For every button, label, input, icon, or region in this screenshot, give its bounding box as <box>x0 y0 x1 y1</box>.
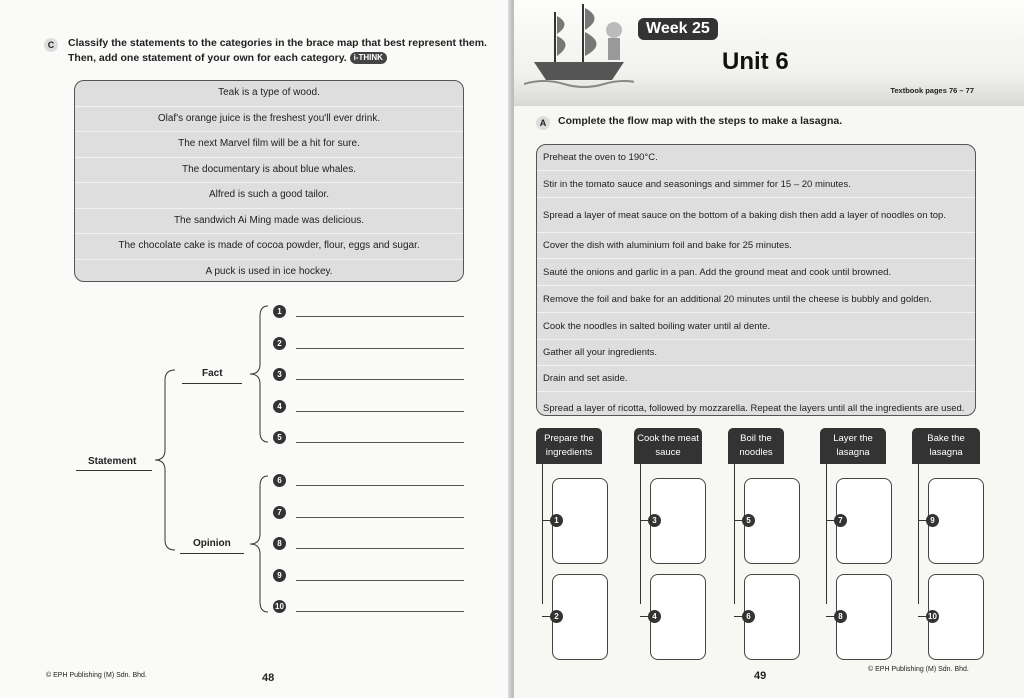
answer-number-badge: 3 <box>273 368 286 381</box>
section-letter-c: C <box>44 38 58 52</box>
answer-number-badge: 10 <box>273 600 286 613</box>
flow-step-header: Layer the lasagna <box>820 428 886 464</box>
answer-line[interactable] <box>296 348 464 349</box>
flow-hook <box>918 616 926 617</box>
answer-line[interactable] <box>296 611 464 612</box>
flow-number-badge: 6 <box>742 610 755 623</box>
page-number-right: 49 <box>754 670 767 682</box>
answer-line[interactable] <box>296 580 464 581</box>
instruction-a: Complete the flow map with the steps to make a lasagna. <box>558 115 843 127</box>
unit-title: Unit 6 <box>722 48 789 75</box>
answer-number-badge: 8 <box>273 537 286 550</box>
flow-number-badge: 2 <box>550 610 563 623</box>
root-underline <box>76 470 152 471</box>
opinion-underline <box>180 553 244 554</box>
flow-hook <box>826 616 834 617</box>
instruction-c <box>68 36 488 66</box>
step-item: Drain and set aside. <box>537 366 975 392</box>
footer-copyright-left: © EPH Publishing (M) Sdn. Bhd. <box>46 672 147 679</box>
pirate-ship-illustration <box>524 0 634 92</box>
step-item: Remove the foil and bake for an additional 20 minutes until the cheese is bubbly and golden. <box>537 286 975 313</box>
answer-number-badge: 4 <box>273 400 286 413</box>
answer-number-badge: 7 <box>273 506 286 519</box>
footer-copyright-right: © EPH Publishing (M) Sdn. Bhd. <box>868 666 969 673</box>
i-think-badge: i-THINK <box>350 52 387 64</box>
flow-hook <box>542 616 550 617</box>
flow-step-header: Boil the noodles <box>728 428 784 464</box>
instruction-c-text: Classify the statements to the categories in the brace map that best represent them. Then, add one statement of your own for each category. <box>68 37 487 64</box>
answer-line[interactable] <box>296 379 464 380</box>
flow-step-header: Bake the lasagna <box>912 428 980 464</box>
section-letter-a: A <box>536 116 550 130</box>
answer-number-badge: 1 <box>273 305 286 318</box>
opinion-label: Opinion <box>193 538 231 549</box>
flow-connector <box>542 464 543 604</box>
flow-step-header: Prepare the ingredients <box>536 428 602 464</box>
flow-connector <box>734 464 735 604</box>
right-page <box>514 0 1024 698</box>
flow-number-badge: 3 <box>648 514 661 527</box>
opinion-brace <box>246 470 272 620</box>
answer-line[interactable] <box>296 316 464 317</box>
flow-connector <box>918 464 919 604</box>
step-item: Cover the dish with aluminium foil and bake for 25 minutes. <box>537 233 975 259</box>
flow-hook <box>640 616 648 617</box>
flow-step-header: Cook the meat sauce <box>634 428 702 464</box>
flow-number-badge: 1 <box>550 514 563 527</box>
statements-box <box>74 80 464 282</box>
fact-underline <box>182 383 242 384</box>
brace-root-label: Statement <box>88 456 137 467</box>
statement-item: Teak is a type of wood. <box>75 81 463 107</box>
statement-item: The chocolate cake is made of cocoa powder, flour, eggs and sugar. <box>75 234 463 260</box>
answer-number-badge: 5 <box>273 431 286 444</box>
flow-hook <box>826 520 834 521</box>
flow-connector <box>826 464 827 604</box>
statement-item: The documentary is about blue whales. <box>75 158 463 184</box>
steps-box <box>536 144 976 416</box>
statement-item: Olaf's orange juice is the freshest you'll ever drink. <box>75 107 463 133</box>
flow-hook <box>542 520 550 521</box>
answer-line[interactable] <box>296 442 464 443</box>
step-item: Gather all your ingredients. <box>537 340 975 366</box>
answer-line[interactable] <box>296 548 464 549</box>
flow-connector <box>640 464 641 604</box>
answer-number-badge: 9 <box>273 569 286 582</box>
step-item: Cook the noodles in salted boiling water until al dente. <box>537 313 975 340</box>
statement-item: The sandwich Ai Ming made was delicious. <box>75 209 463 235</box>
flow-number-badge: 7 <box>834 514 847 527</box>
answer-number-badge: 6 <box>273 474 286 487</box>
page-number-left: 48 <box>262 672 275 684</box>
flow-number-badge: 10 <box>926 610 939 623</box>
flow-number-badge: 8 <box>834 610 847 623</box>
statement-item: Alfred is such a good tailor. <box>75 183 463 209</box>
flow-number-badge: 5 <box>742 514 755 527</box>
answer-number-badge: 2 <box>273 337 286 350</box>
step-item: Spread a layer of ricotta, followed by mozzarella. Repeat the layers until all the ingredients are used. <box>543 402 965 414</box>
fact-brace <box>246 300 272 450</box>
flow-number-badge: 4 <box>648 610 661 623</box>
flow-hook <box>734 520 742 521</box>
statement-item: A puck is used in ice hockey. <box>205 265 333 277</box>
answer-line[interactable] <box>296 517 464 518</box>
fact-label: Fact <box>202 368 223 379</box>
main-brace <box>150 360 180 560</box>
week-badge: Week 25 <box>638 18 718 40</box>
flow-number-badge: 9 <box>926 514 939 527</box>
flow-hook <box>734 616 742 617</box>
step-item: Spread a layer of meat sauce on the bottom of a baking dish then add a layer of noodles on top. <box>537 198 975 233</box>
step-item: Stir in the tomato sauce and seasonings and simmer for 15 – 20 minutes. <box>537 171 975 198</box>
flow-hook <box>918 520 926 521</box>
textbook-pages: Textbook pages 76 – 77 <box>890 86 974 95</box>
step-item: Sauté the onions and garlic in a pan. Add the ground meat and cook until browned. <box>537 259 975 286</box>
answer-line[interactable] <box>296 485 464 486</box>
step-item: Preheat the oven to 190°C. <box>537 145 975 171</box>
answer-line[interactable] <box>296 411 464 412</box>
flow-hook <box>640 520 648 521</box>
statement-item: The next Marvel film will be a hit for sure. <box>75 132 463 158</box>
